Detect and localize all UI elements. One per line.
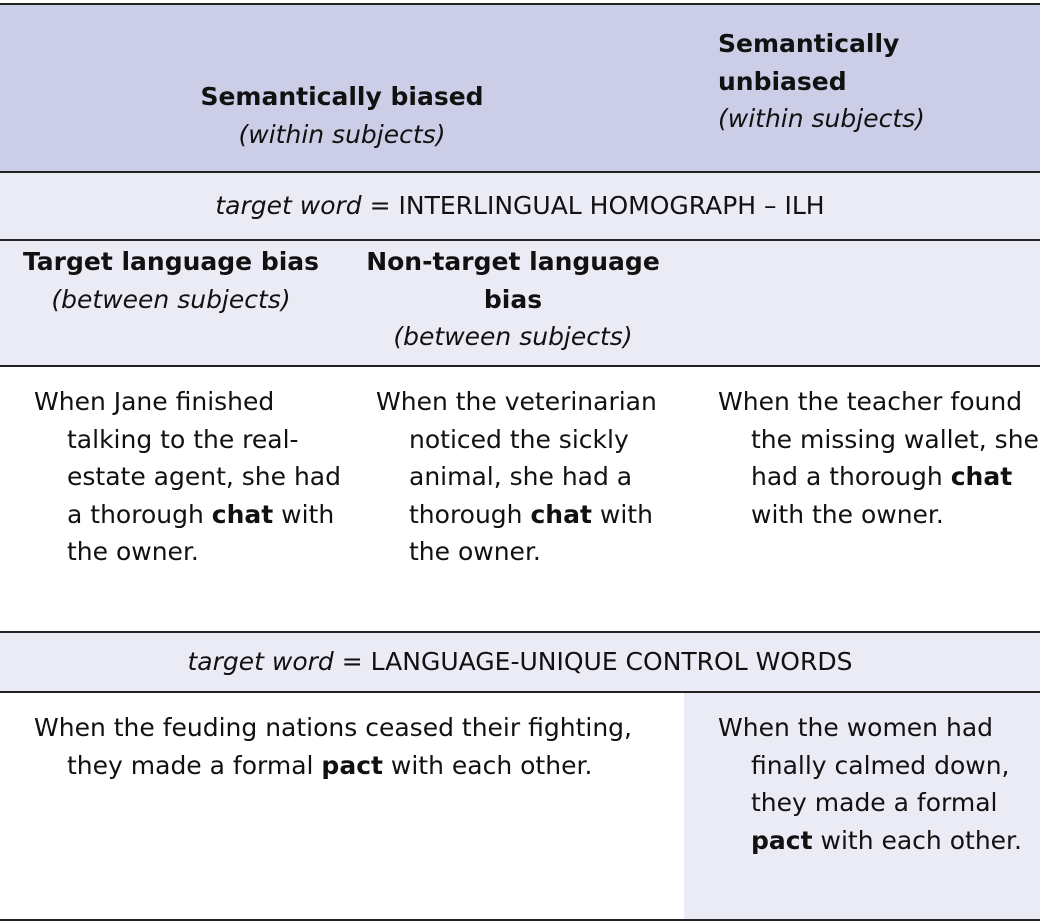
target-word: pact bbox=[321, 750, 383, 780]
ilh-unbiased-sentence-cell bbox=[684, 366, 1040, 632]
ilh-unbiased-sentence bbox=[684, 383, 1040, 533]
sentence-text: When the women had finally calmed down, they made a formal bbox=[718, 713, 1010, 817]
section-control-label bbox=[0, 632, 1040, 692]
section-ilh-row bbox=[0, 172, 1040, 240]
subheader-nontarget-title-line2: bias bbox=[483, 284, 543, 314]
sentence-text: When the veterinarian noticed the sickly animal, she had a thorough bbox=[376, 387, 657, 529]
target-word: chat bbox=[530, 499, 592, 529]
section-ilh-label bbox=[0, 172, 1040, 240]
subheader-nontarget-cell bbox=[342, 240, 684, 366]
ilh-target-sentence-cell bbox=[0, 366, 342, 632]
subheader-target-note: (between subjects) bbox=[51, 284, 291, 314]
subheader-row bbox=[0, 240, 1040, 366]
ilh-target-sentence bbox=[0, 383, 342, 571]
header-unbiased-note: (within subjects) bbox=[718, 104, 925, 133]
subheader-target-cell bbox=[0, 240, 342, 366]
subheader-target-title: Target language bias bbox=[22, 247, 320, 276]
header-biased-note: (within subjects) bbox=[238, 119, 446, 149]
header-row bbox=[0, 4, 1040, 172]
sentence-text: When the teacher found the missing wallet, she had a thorough bbox=[718, 387, 1039, 491]
sentence-text: with the owner. bbox=[67, 499, 335, 566]
control-unbiased-sentence-cell bbox=[684, 692, 1040, 920]
header-unbiased-cell bbox=[684, 4, 1040, 172]
section-control-label-rest: = LANGUAGE-UNIQUE CONTROL WORDS bbox=[333, 647, 853, 677]
header-biased-title: Semantically biased bbox=[200, 82, 484, 111]
ilh-nontarget-sentence bbox=[342, 383, 684, 571]
ilh-nontarget-sentence-cell bbox=[342, 366, 684, 632]
subheader-nontarget-title bbox=[342, 243, 684, 318]
header-biased-cell bbox=[0, 4, 684, 172]
sentence-text: with each other. bbox=[382, 750, 593, 780]
target-word: chat bbox=[950, 462, 1013, 491]
stimuli-table bbox=[0, 3, 1040, 921]
subheader-nontarget-title-line1: Non-target language bbox=[366, 247, 660, 276]
control-unbiased-sentence bbox=[684, 709, 1040, 859]
subheader-empty-cell bbox=[684, 240, 1040, 366]
target-word: pact bbox=[751, 825, 813, 855]
sentence-text: with the owner. bbox=[409, 499, 653, 566]
target-word: chat bbox=[211, 499, 274, 529]
section-ilh-label-italic: target word bbox=[215, 191, 362, 221]
sentence-text: When Jane finished talking to the real-estate agent, she had a thorough bbox=[34, 387, 341, 529]
sentence-text: with the owner. bbox=[751, 499, 944, 529]
header-unbiased-title: Semantically unbiased bbox=[718, 29, 900, 96]
sentence-text: with each other. bbox=[812, 825, 1022, 855]
section-control-label-italic: target word bbox=[187, 647, 334, 677]
control-biased-sentence-cell bbox=[0, 692, 684, 920]
ilh-sentence-row bbox=[0, 366, 1040, 632]
section-control-row bbox=[0, 632, 1040, 692]
control-biased-sentence bbox=[0, 709, 684, 784]
subheader-nontarget-note: (between subjects) bbox=[393, 322, 633, 351]
control-sentence-row bbox=[0, 692, 1040, 920]
sentence-text: When the feuding nations ceased their fighting, they made a formal bbox=[34, 713, 632, 780]
section-ilh-label-rest: = INTERLINGUAL HOMOGRAPH – ILH bbox=[361, 191, 825, 221]
